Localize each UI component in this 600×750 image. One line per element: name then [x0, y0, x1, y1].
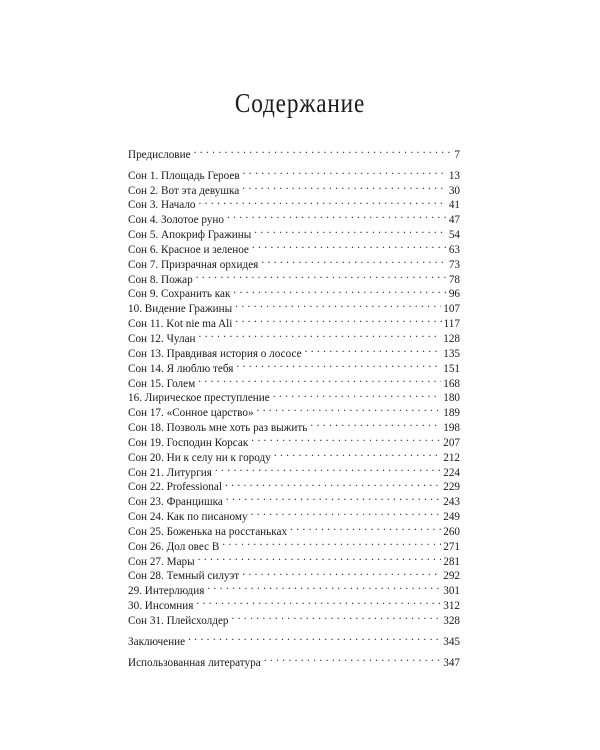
toc-entry-page-number: 249: [443, 511, 460, 524]
toc-entry-label: Сон 19. Господин Корсак: [128, 436, 249, 449]
toc-entry-page-number: 47: [448, 214, 460, 227]
toc-entry-page-number: 260: [443, 525, 460, 538]
dot-leader: [235, 297, 441, 312]
dot-leader: [261, 253, 447, 268]
dot-leader: [199, 327, 442, 342]
toc-entry-label: Сон 27. Мары: [128, 555, 195, 568]
toc-entry-label: Сон 25. Боженька на росстаньках: [128, 525, 288, 538]
toc-entry-label: Сон 20. Ни к селу ни к городу: [128, 451, 271, 464]
toc-entry-label: Сон 12. Чулан: [128, 332, 196, 345]
toc-entry-page-number: 328: [443, 615, 460, 627]
dot-leader: [273, 387, 441, 402]
dot-leader: [243, 164, 447, 179]
toc-entry-page-number: 63: [448, 243, 460, 256]
toc-entry-label: Сон 7. Призрачная орхидея: [128, 258, 259, 271]
dot-leader: [199, 194, 447, 209]
toc-entry-page-number: 198: [443, 422, 460, 435]
toc-entry-page-number: 243: [443, 496, 460, 509]
toc-entry-label: Сон 11. Kot nie ma Ali: [128, 318, 233, 331]
toc-entry-page-number: 13: [448, 169, 460, 182]
toc-entry-page-number: 189: [443, 407, 460, 420]
toc-entry-page-number: 7: [454, 148, 460, 161]
toc-entry-label: Сон 8. Пожар: [128, 273, 193, 286]
toc-entry-page-number: 301: [443, 585, 460, 598]
toc-entry-label: Сон 31. Плейсхолдер: [128, 615, 229, 627]
dot-leader: [194, 143, 453, 158]
toc-entry-label: Заключение: [128, 635, 186, 648]
toc-entry-label: Сон 24. Как по писаному: [128, 511, 248, 524]
toc-entry-page-number: 229: [443, 481, 460, 494]
toc-entry-label: Использованная литература: [128, 656, 261, 669]
toc-entry-label: Сон 18. Позволь мне хоть раз выжить: [128, 422, 308, 435]
toc-entry: [128, 630, 460, 648]
toc-entry: [128, 143, 460, 161]
toc-entry: [128, 164, 460, 182]
toc-entry-page-number: 54: [448, 229, 460, 242]
dot-leader: [196, 594, 441, 609]
toc-entry-label: Предисловие: [128, 148, 191, 161]
toc-entry-label: 16. Лирическое преступление: [128, 392, 270, 405]
dot-leader: [222, 535, 441, 550]
toc-entry-label: Сон 23. Францишка: [128, 496, 223, 509]
dot-leader: [233, 283, 446, 298]
toc-entry-page-number: 212: [443, 451, 460, 464]
toc-entry-label: Сон 4. Золотое руно: [128, 214, 224, 227]
toc-entry-page-number: 347: [443, 656, 460, 669]
toc-entry-label: Сон 26. Дол овес В: [128, 540, 220, 553]
dot-leader: [264, 651, 442, 666]
toc-entry-page-number: 41: [448, 199, 460, 212]
toc-entry-label: 29. Интерлюдия: [128, 585, 205, 598]
toc-entry-page-number: 30: [448, 184, 460, 197]
dot-leader: [251, 431, 441, 446]
toc-entry-label: Сон 14. Я люблю тебя: [128, 362, 234, 375]
dot-leader: [242, 565, 441, 580]
toc-entry-page-number: 151: [443, 362, 460, 375]
dot-leader: [252, 238, 447, 253]
toc-entry-page-number: 168: [443, 377, 460, 390]
dot-leader: [227, 208, 447, 223]
toc-entry-label: Сон 15. Голем: [128, 377, 196, 390]
dot-leader: [254, 223, 447, 238]
dot-leader: [290, 520, 441, 535]
toc-entry-label: Сон 17. «Сонное царство»: [128, 407, 254, 420]
dot-leader: [305, 342, 442, 357]
toc-entry-label: Сон 2. Вот эта девушка: [128, 184, 240, 197]
toc-entry-page-number: 281: [443, 555, 460, 568]
dot-leader: [215, 461, 441, 476]
toc-entry-page-number: 312: [443, 600, 460, 613]
toc-entry-label: Сон 9. Сохранить как: [128, 288, 231, 301]
toc-entry-label: Сон 3. Начало: [128, 199, 196, 212]
toc-entry-page-number: 78: [448, 273, 460, 286]
toc-entry-page-number: 271: [443, 540, 460, 553]
dot-leader: [236, 357, 441, 372]
toc-entry-page-number: 107: [443, 303, 460, 316]
dot-leader: [196, 268, 447, 283]
toc-entry-label: Сон 6. Красное и зеленое: [128, 243, 249, 256]
dot-leader: [198, 550, 442, 565]
dot-leader: [226, 490, 441, 505]
dot-leader: [207, 579, 441, 594]
dot-leader: [188, 630, 441, 645]
dot-leader: [232, 609, 442, 624]
toc-entry-label: Сон 22. Professional: [128, 481, 222, 494]
toc-entry-page-number: 292: [443, 570, 460, 583]
toc-entry-label: Сон 13. Правдивая история о лососе: [128, 347, 302, 360]
toc-entry-page-number: 345: [443, 635, 460, 648]
dot-leader: [242, 179, 447, 194]
dot-leader: [225, 476, 441, 491]
toc-entry-label: 30. Инсомния: [128, 600, 194, 613]
toc-entry-label: Сон 21. Литургия: [128, 466, 212, 479]
toc-entry-label: Сон 28. Темный силуэт: [128, 570, 240, 583]
toc-entry: [128, 651, 460, 669]
page-title: Содержание: [234, 88, 366, 118]
table-of-contents: [128, 143, 460, 669]
toc-entry-label: Сон 5. Апокриф Гражины: [128, 229, 252, 242]
toc-entry-page-number: 117: [443, 318, 460, 331]
toc-entry-page-number: 224: [443, 466, 460, 479]
dot-leader: [310, 416, 441, 431]
dot-leader: [235, 312, 441, 327]
toc-entry-page-number: 180: [443, 392, 460, 405]
toc-entry-page-number: 207: [443, 436, 460, 449]
toc-entry-label: Сон 1. Площадь Героев: [128, 169, 240, 182]
dot-leader: [198, 372, 441, 387]
dot-leader: [274, 446, 441, 461]
toc-entry-page-number: 96: [448, 288, 460, 301]
dot-leader: [251, 505, 442, 520]
toc-entry-page-number: 135: [443, 347, 460, 360]
toc-entry-page-number: 128: [443, 332, 460, 345]
dot-leader: [257, 401, 442, 416]
toc-entry-label: 10. Видение Гражины: [128, 303, 233, 316]
toc-entry-page-number: 73: [448, 258, 460, 271]
